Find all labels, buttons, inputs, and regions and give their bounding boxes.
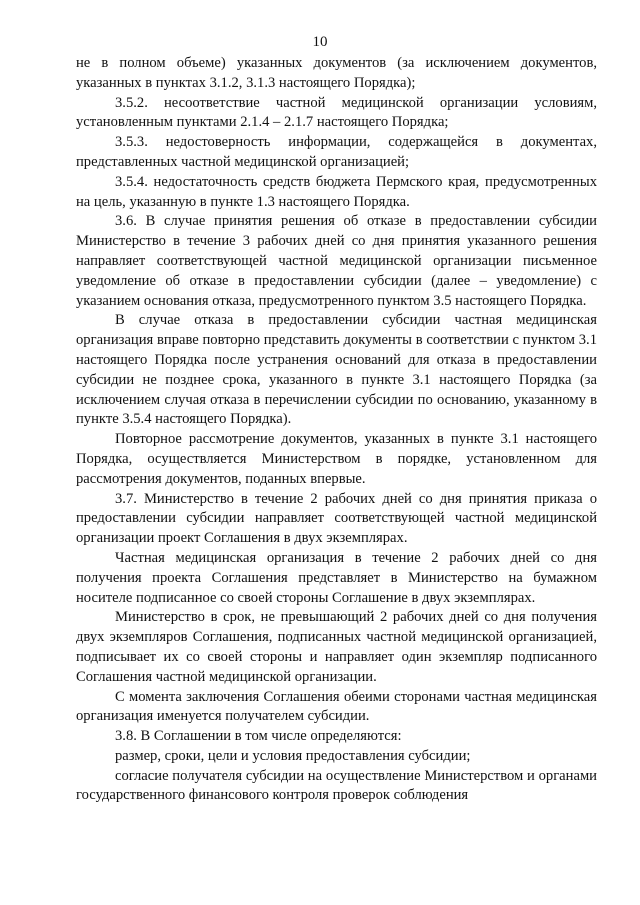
paragraph-3-8: 3.8. В Соглашении в том числе определяются:: [115, 728, 402, 745]
paragraph-3-5-4: 3.5.4. недостаточность средств бюджета Пермского края, предусмотренных на цель, указанную в пункте 1.3 настоящего Порядка.: [76, 173, 597, 210]
paragraph-repeat-review: Повторное рассмотрение документов, указанных в пункте 3.1 настоящего Порядка, осуществляется Министерством в порядке, установленном для рассмотрения документов, поданных впервые.: [76, 431, 597, 487]
page-number: 10: [312, 34, 328, 50]
paragraph-3-5-2: 3.5.2. несоответствие частной медицинской организации условиям, установленным пунктами 2.1.4 – 2.1.7 настоящего Порядка;: [76, 94, 597, 131]
document-body: [76, 54, 597, 806]
paragraph-recipient-definition: С момента заключения Соглашения обеими сторонами частная медицинская организация именуется получателем субсидии.: [76, 688, 597, 725]
paragraph-ministry-signs: Министерство в срок, не превышающий 2 рабочих дней со дня получения двух экземпляров Соглашения, подписанных частной медицинской организацией, подписывает их со своей стороны и направляет один экземпляр подписанного Соглашения частной медицинской организации.: [76, 609, 597, 685]
paragraph-subsidy-terms: размер, сроки, цели и условия предоставления субсидии;: [115, 747, 471, 764]
paragraph-3-5-3: 3.5.3. недостоверность информации, содержащейся в документах, представленных частной медицинской организацией;: [76, 134, 597, 170]
paragraph-continuation: не в полном объеме) указанных документов (за исключением документов, указанных в пунктах 3.1.2, 3.1.3 настоящего Порядка);: [76, 55, 597, 91]
paragraph-3-7: 3.7. Министерство в течение 2 рабочих дней со дня принятия приказа о предоставлении субсидии направляет соответствующей частной медицинской организации проект Соглашения в двух экземплярах.: [76, 490, 597, 547]
paragraph-consent-inspections: согласие получателя субсидии на осуществление Министерством и органами государственного финансового контроля проверок соблюдения: [76, 767, 597, 804]
paragraph-3-6: 3.6. В случае принятия решения об отказе в предоставлении субсидии Министерство в течение 3 рабочих дней со дня принятия указанного решения направляет соответствующей частной медицинской организации письменное уведомление об отказе в предоставлении субсидии (далее – уведомление) с указанием основания отказа, предусмотренного пунктом 3.5 настоящего Порядка.: [76, 213, 597, 309]
paragraph-organization-submits: Частная медицинская организация в течение 2 рабочих дней со дня получения проекта Соглашения представляет в Министерство на бумажном носителе подписанное со своей стороны Соглашение в двух экземплярах.: [76, 549, 597, 606]
paragraph-refusal-resubmission: В случае отказа в предоставлении субсидии частная медицинская организация вправе повторно представить документы в соответствии с пунктом 3.1 настоящего Порядка после устранения оснований для отказа в предоставлении субсидии не позднее срока, указанного в пункте 3.1 настоящего Порядка (за исключением случая отказа в перечислении субсидии по основанию, указанному в пункте 3.5.4 настоящего Порядка).: [76, 312, 597, 428]
